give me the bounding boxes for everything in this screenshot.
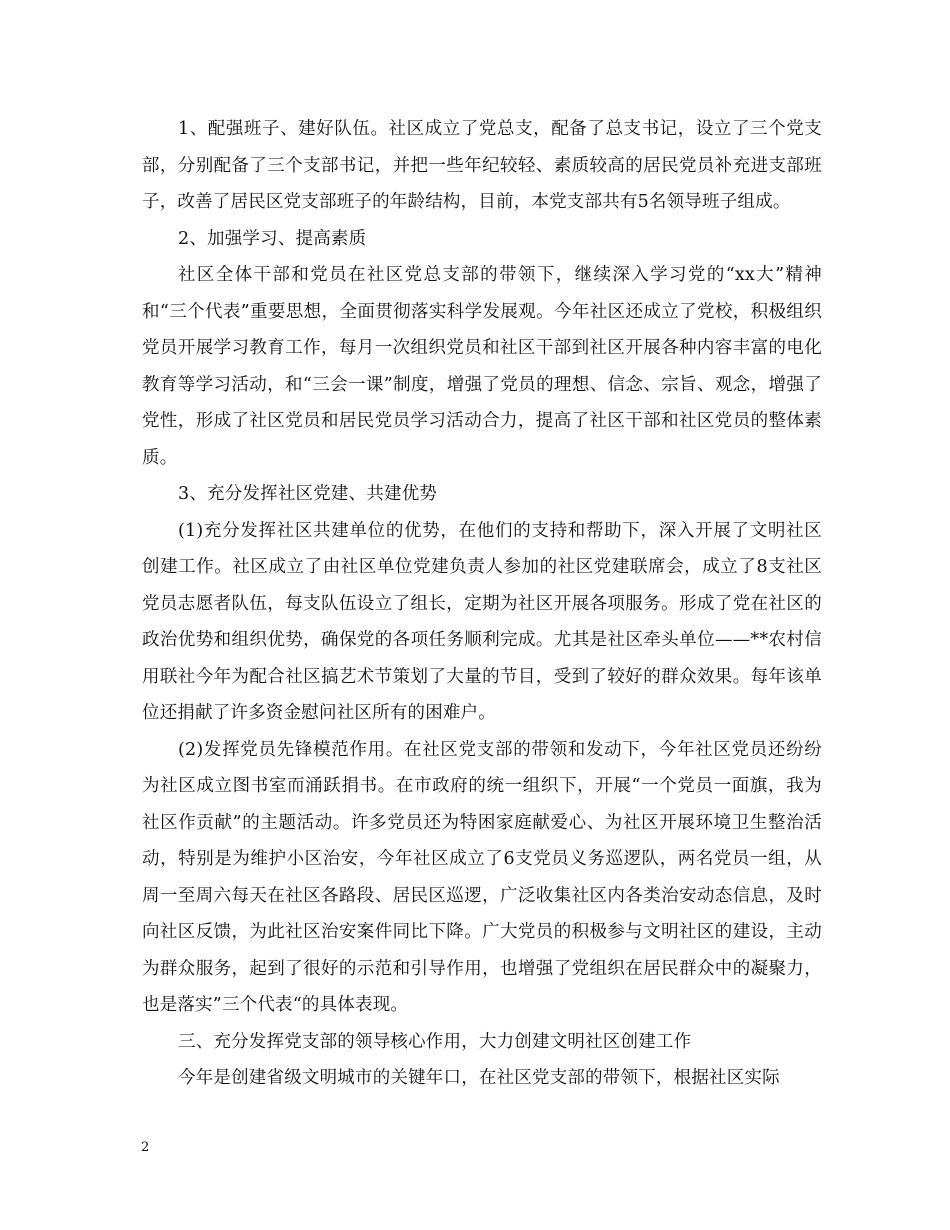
paragraph-co-construction: (1)充分发挥社区共建单位的优势，在他们的支持和帮助下，深入开展了文明社区创建工作。社区成立了由社区单位党建负责人参加的社区党建联席会，成立了8支社区党员志愿者队伍，每支队伍设立了组长，定期为社区开展各项服务。形成了党在社区的政治优势和组织优势，确保党的各项任务顺利完成。尤其是社区牵头单位——**农村信用联社今年为配合社区搞艺术节策划了大量的节目，受到了较好的群众效果。每年该单位还捐献了许多资金慰问社区所有的困难户。 xyxy=(142,520,822,723)
paragraph-team-building: 1、配强班子、建好队伍。社区成立了党总支，配备了总支书记，设立了三个党支部，分别配备了三个支部书记，并把一些年纪较轻、素质较高的居民党员补充进支部班子，改善了居民区党支部班子的年龄结构，目前，本党支部共有5名领导班子组成。 xyxy=(142,119,822,212)
paragraph-party-members: (2)发挥党员先锋模范作用。在社区党支部的带领和发动下，今年社区党员还纷纷为社区成立图书室而涌跃捐书。在市政府的统一组织下，开展“一个党员一面旗，我为社区作贡献”的主题活动。许多党员还为特困家庭献爱心、为社区开展环境卫生整治活动，特别是为维护小区治安，今年社区成立了6支党员义务巡逻队，两名党员一组，从周一至周六每天在社区各路段、居民区巡逻，广泛收集社区内各类治安动态信息，及时向社区反馈，为此社区治安案件同比下降。广大党员的积极参与文明社区的建设，主动为群众服务，起到了很好的示范和引导作用，也增强了党组织在居民群众中的凝聚力，也是落实”三个代表“的具体表现。 xyxy=(142,739,822,1015)
document-body xyxy=(142,111,822,1097)
paragraph-civilized-city: 今年是创建省级文明城市的关键年口，在社区党支部的带领下，根据社区实际 xyxy=(178,1068,780,1088)
paragraph-heading-advantages: 3、充分发挥社区党建、共建优势 xyxy=(178,484,438,504)
paragraph-study-details: 社区全体干部和党员在社区党总支部的带领下，继续深入学习党的“xx大”精神和“三个代表”重要思想，全面贯彻落实科学发展观。今年社区还成立了党校，积极组织党员开展学习教育工作，每月一次组织党员和社区干部到社区开展各种内容丰富的电化教育等学习活动，和“三会一课”制度，增强了党员的理想、信念、宗旨、观念，增强了党性，形成了社区党员和居民党员学习活动合力，提高了社区干部和社区党员的整体素质。 xyxy=(142,265,822,468)
page-number: 2 xyxy=(141,1140,150,1155)
paragraph-heading-study: 2、加强学习、提高素质 xyxy=(178,228,367,249)
paragraph-heading-leadership: 三、充分发挥党支部的领导核心作用，大力创建文明社区创建工作 xyxy=(178,1031,692,1052)
